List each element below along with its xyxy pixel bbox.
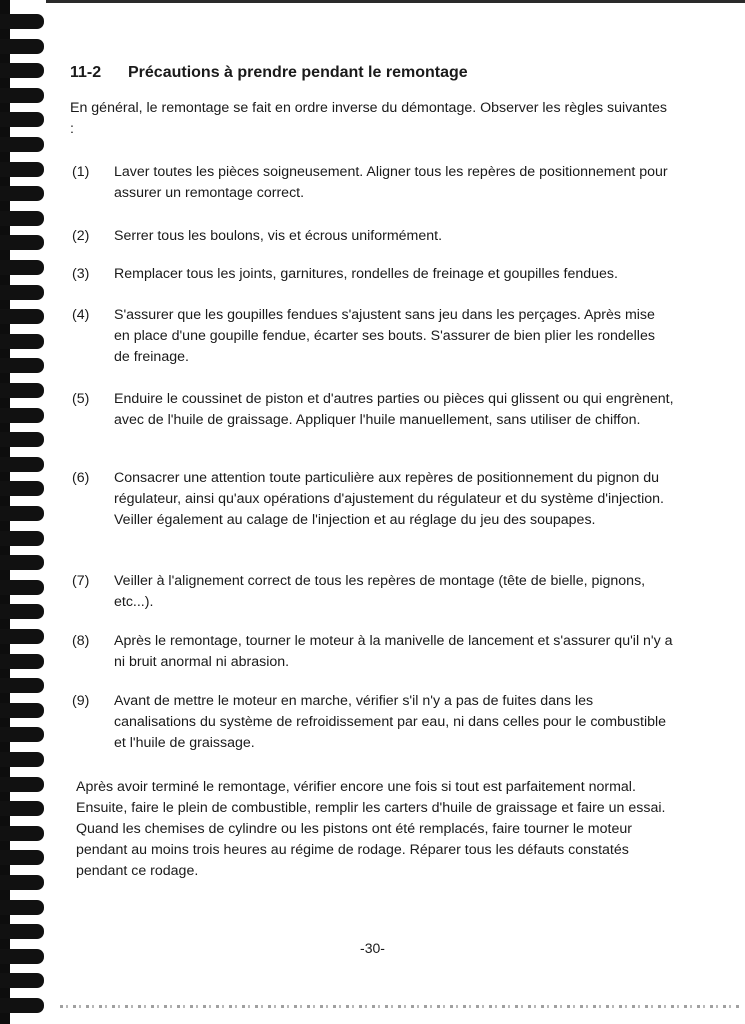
binding-ring [0, 801, 44, 816]
binding-ring [0, 629, 44, 644]
list-item-number: (9) [72, 693, 90, 709]
binding-ring [0, 481, 44, 496]
list-item-text: Enduire le coussinet de piston et d'autres parties ou pièces qui glissent ou qui engrènent, avec de l'huile de graissage. Appliquer l'huile manuellement, sans utiliser de chiffon. [114, 391, 674, 428]
top-edge-line [46, 0, 745, 3]
binding-ring [0, 752, 44, 767]
binding-ring [0, 63, 44, 78]
section-number: 11-2 [70, 64, 102, 81]
list-item-text: S'assurer que les goupilles fendues s'ajustent sans jeu dans les perçages. Après mise en place d'une goupille fendue, écarter ses bouts. S'assurer de bien plier les rondelles de freinage. [114, 307, 655, 365]
section-heading [70, 64, 468, 82]
list-item-number: (2) [72, 228, 90, 244]
binding-ring [0, 604, 44, 619]
binding-ring [0, 186, 44, 201]
list-item-text: Remplacer tous les joints, garnitures, rondelles de freinage et goupilles fendues. [114, 266, 618, 282]
list-item-text: Serrer tous les boulons, vis et écrous uniformément. [114, 228, 443, 244]
list-item-text: Après le remontage, tourner le moteur à la manivelle de lancement et s'assurer qu'il n'y a ni bruit anormal ni abrasion. [114, 633, 673, 670]
binding-ring [0, 334, 44, 349]
binding-ring [0, 137, 44, 152]
binding-ring [0, 924, 44, 939]
binding-ring [0, 531, 44, 546]
binding-ring [0, 580, 44, 595]
binding-ring [0, 506, 44, 521]
binding-ring [0, 88, 44, 103]
binding-ring [0, 875, 44, 890]
binding-ring [0, 383, 44, 398]
binding-ring [0, 826, 44, 841]
binding-ring [0, 555, 44, 570]
binding-ring [0, 432, 44, 447]
spiral-binding [0, 0, 46, 1024]
list-item-text: Laver toutes les pièces soigneusement. Aligner tous les repères de positionnement pour assurer un remontage correct. [114, 164, 668, 201]
page-number: -30- [360, 940, 385, 956]
binding-ring [0, 211, 44, 226]
closing-paragraph: Après avoir terminé le remontage, vérifier encore une fois si tout est parfaitement normal. Ensuite, faire le plein de combustible, remplir les carters d'huile de graissage et faire un essai. Quand les chemises de cylindre ou les pistons ont été remplacés, faire tourner le moteur pendant au moins trois heures au régime de rodage. Réparer tous les défauts constatés pendant ce rodage. [76, 779, 666, 879]
binding-ring [0, 457, 44, 472]
binding-ring [0, 14, 44, 29]
binding-ring [0, 678, 44, 693]
intro-paragraph: En général, le remontage se fait en ordre inverse du démontage. Observer les règles suivantes : [70, 100, 667, 137]
binding-ring [0, 998, 44, 1013]
binding-ring [0, 358, 44, 373]
list-item-number: (3) [72, 266, 90, 282]
list-item-number: (1) [72, 164, 90, 180]
list-item-number: (5) [72, 391, 90, 407]
binding-ring [0, 39, 44, 54]
binding-ring [0, 309, 44, 324]
binding-ring [0, 850, 44, 865]
binding-ring [0, 235, 44, 250]
binding-ring [0, 162, 44, 177]
binding-ring [0, 112, 44, 127]
binding-ring [0, 408, 44, 423]
binding-ring [0, 703, 44, 718]
binding-ring [0, 900, 44, 915]
bottom-scan-edge [60, 1005, 740, 1008]
list-item-text: Veiller à l'alignement correct de tous les repères de montage (tête de bielle, pignons, etc...). [114, 573, 646, 610]
binding-ring [0, 260, 44, 275]
binding-ring [0, 654, 44, 669]
binding-ring [0, 727, 44, 742]
list-item-number: (6) [72, 470, 90, 486]
list-item-number: (4) [72, 307, 90, 323]
list-item-text: Avant de mettre le moteur en marche, vérifier s'il n'y a pas de fuites dans les canalisations du système de refroidissement par eau, ni dans celles pour le combustible et l'huile de graissage. [114, 693, 667, 751]
binding-ring [0, 973, 44, 988]
list-item-text: Consacrer une attention toute particulière aux repères de positionnement du pignon du régulateur, ainsi qu'aux opérations d'ajustement du régulateur et du système d'injection. Veiller également au calage de l'injection et au réglage du jeu des soupapes. [114, 470, 664, 528]
binding-ring [0, 777, 44, 792]
list-item-number: (8) [72, 633, 90, 649]
binding-ring [0, 285, 44, 300]
list-item-number: (7) [72, 573, 90, 589]
section-title: Précautions à prendre pendant le remontage [128, 64, 468, 81]
